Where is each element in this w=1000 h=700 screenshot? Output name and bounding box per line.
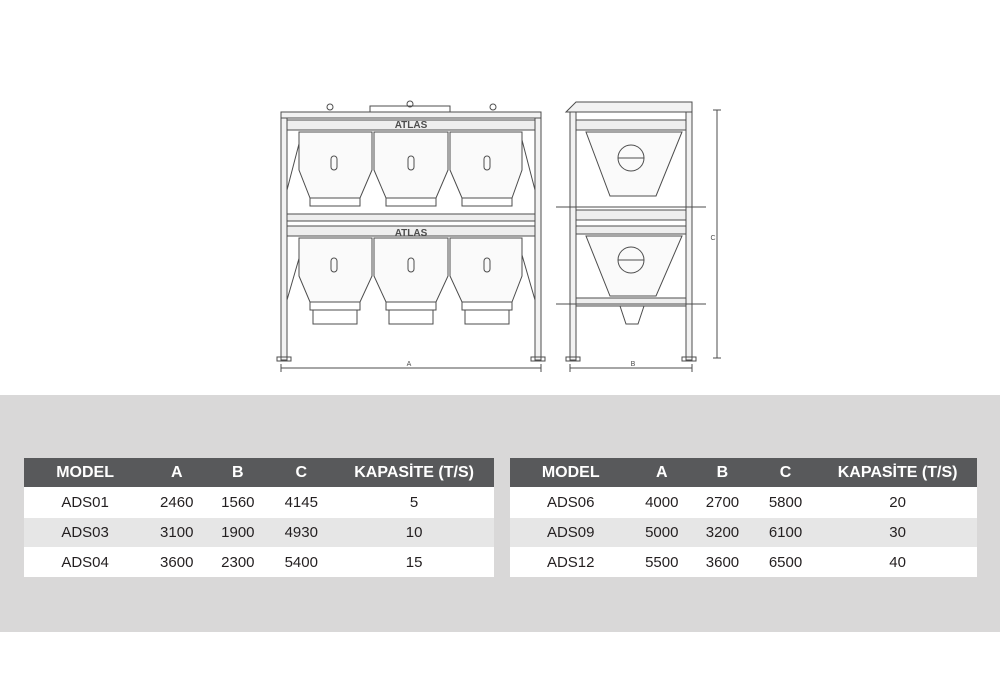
table-row	[24, 488, 494, 518]
cell-model: ADS06	[510, 488, 631, 518]
cell-capacity: 30	[818, 518, 977, 548]
cell-b: 3200	[692, 518, 753, 548]
cell-c: 5800	[753, 488, 818, 518]
cell-b: 2700	[692, 488, 753, 518]
cell-b: 1900	[207, 518, 268, 548]
cell-capacity: 10	[334, 518, 494, 548]
table-header-row	[24, 458, 494, 488]
table-row	[24, 548, 494, 578]
spec-table-right	[510, 458, 977, 577]
header-capacity: KAPASİTE (T/S)	[334, 458, 494, 488]
cell-b: 1560	[207, 488, 268, 518]
brand-label-lower: ATLAS	[394, 228, 428, 239]
cell-c: 6500	[753, 548, 818, 578]
dimension-label-b: B	[630, 361, 636, 368]
cell-b: 2300	[207, 548, 268, 578]
header-a: A	[146, 458, 207, 488]
table-row	[510, 488, 977, 518]
cell-a: 5000	[631, 518, 692, 548]
header-b: B	[207, 458, 268, 488]
cell-model: ADS12	[510, 548, 631, 578]
table-row	[24, 518, 494, 548]
header-c: C	[268, 458, 334, 488]
brand-label-upper: ATLAS	[394, 120, 428, 131]
cell-model: ADS04	[24, 548, 146, 578]
cell-capacity: 40	[818, 548, 977, 578]
table-header-row	[510, 458, 977, 488]
header-model: MODEL	[510, 458, 631, 488]
cell-a: 3100	[146, 518, 207, 548]
cell-model: ADS01	[24, 488, 146, 518]
header-capacity: KAPASİTE (T/S)	[818, 458, 977, 488]
dimension-label-a: A	[406, 361, 412, 368]
cell-a: 3600	[146, 548, 207, 578]
cell-a: 4000	[631, 488, 692, 518]
cell-c: 4145	[268, 488, 334, 518]
cell-a: 2460	[146, 488, 207, 518]
header-c: C	[753, 458, 818, 488]
header-a: A	[631, 458, 692, 488]
spec-table-left	[24, 458, 494, 577]
header-model: MODEL	[24, 458, 146, 488]
table-row	[510, 548, 977, 578]
cell-a: 5500	[631, 548, 692, 578]
dimension-label-c: C	[710, 235, 716, 242]
side-view	[556, 102, 721, 372]
table-row	[510, 518, 977, 548]
cell-capacity: 20	[818, 488, 977, 518]
cell-capacity: 15	[334, 548, 494, 578]
cell-b: 3600	[692, 548, 753, 578]
header-b: B	[692, 458, 753, 488]
cell-c: 5400	[268, 548, 334, 578]
cell-c: 4930	[268, 518, 334, 548]
cell-model: ADS03	[24, 518, 146, 548]
cell-c: 6100	[753, 518, 818, 548]
cell-model: ADS09	[510, 518, 631, 548]
cell-capacity: 5	[334, 488, 494, 518]
